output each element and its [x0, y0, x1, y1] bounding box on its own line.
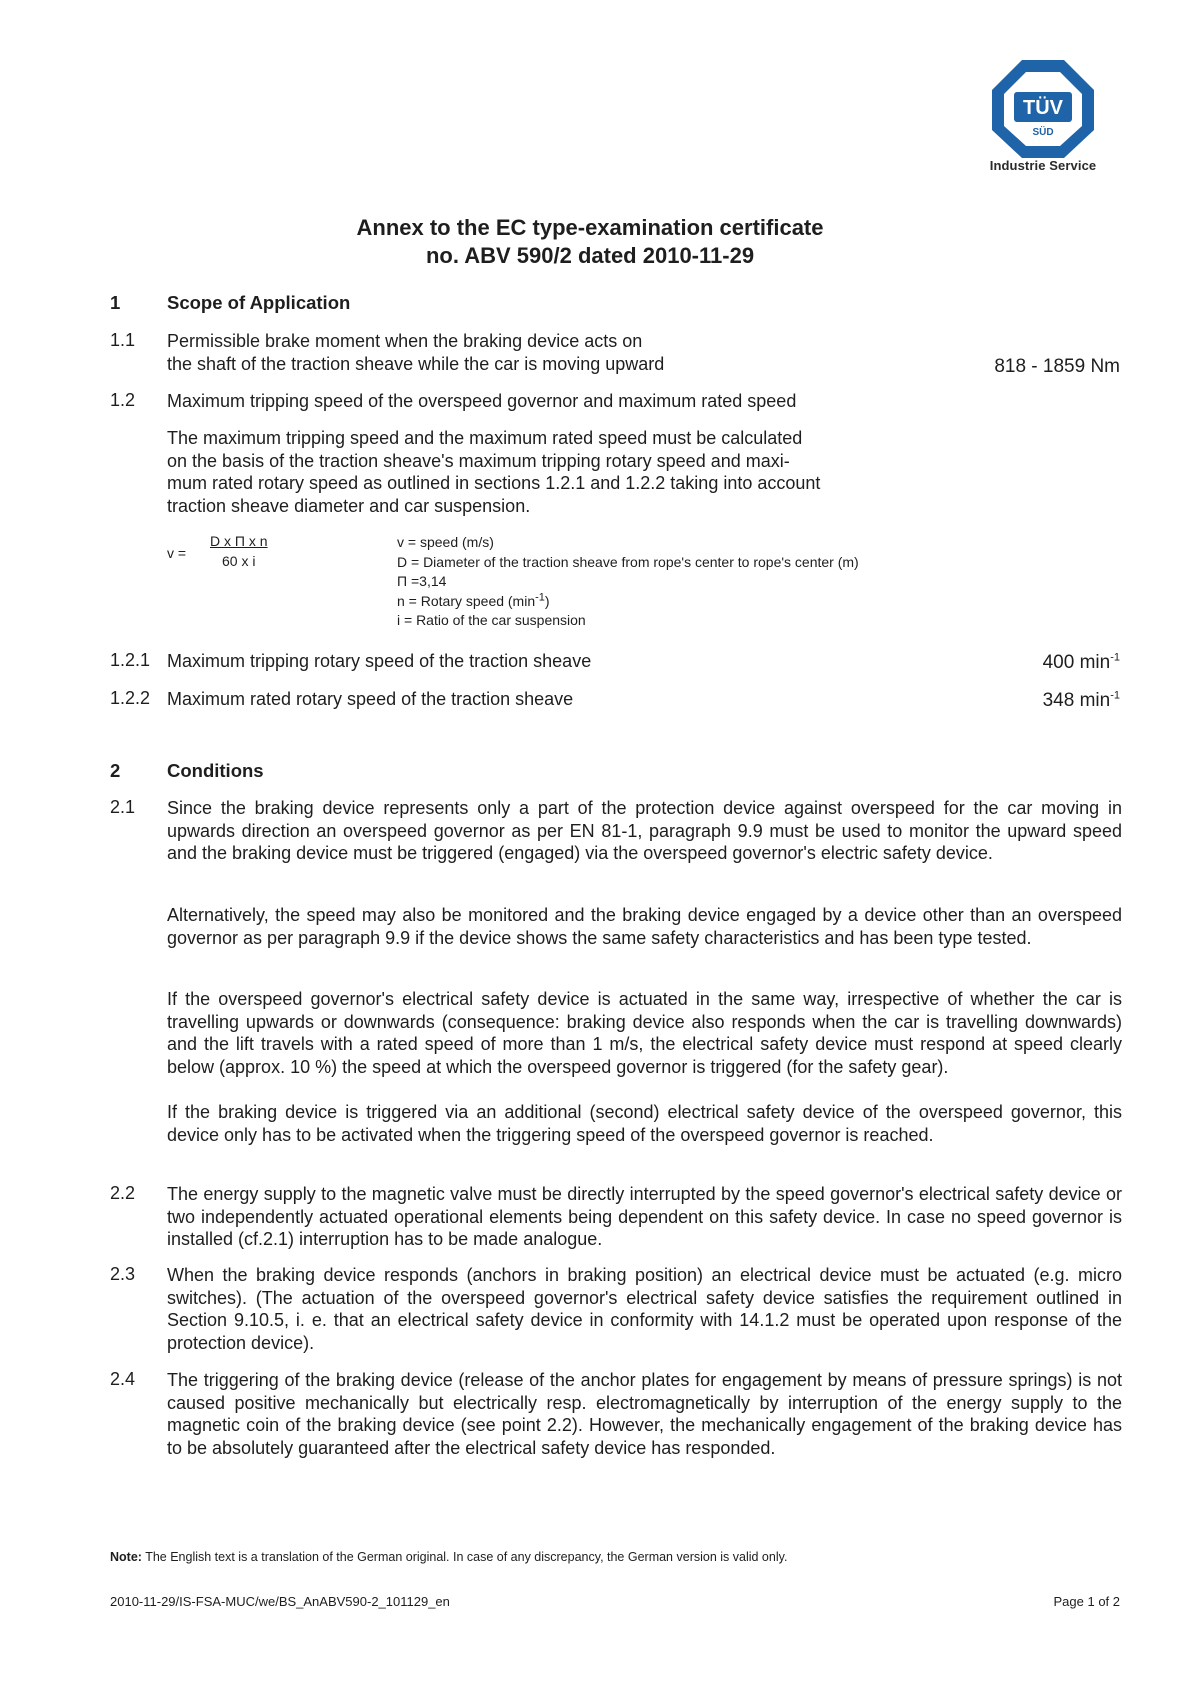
- item-1-2-heading: Maximum tripping speed of the overspeed governor and maximum rated speed: [167, 391, 797, 411]
- legend-line-i: i = Ratio of the car suspension: [397, 612, 586, 628]
- item-1-2-paragraph-line-2: on the basis of the traction sheave's maximum tripping rotary speed and maxi-: [167, 450, 790, 471]
- item-2-1-paragraph-1: Since the braking device represents only a part of the protection device against overspeed for the car moving in upwards direction an overspeed governor as per EN 81-1, paragraph 9.9 must be used to monitor the upward speed and the braking device must be triggered (engaged) via the overspeed governor's electric safety device.: [167, 798, 1122, 863]
- item-2-2-number: 2.2: [110, 1183, 136, 1203]
- legend-line-d: D = Diameter of the traction sheave from rope's center to rope's center (m): [397, 553, 859, 570]
- item-2-4-text: The triggering of the braking device (release of the anchor plates for engagement by means of pressure springs) is not caused positive mechanically but electrically resp. electromagnetically by interruption of the energy supply to the magnetic coin of the braking device (see point 2.2). However, the mechanically engagement of the braking device has to be absolutely guaranteed after the electrical safety device has responded.: [167, 1370, 1122, 1458]
- page-number: Page 1 of 2: [1053, 1594, 1120, 1609]
- item-1-2-2-value: [1043, 690, 1120, 712]
- item-1-2-paragraph-line-1: The maximum tripping speed and the maximum rated speed must be calculated: [167, 428, 803, 448]
- legend-line-pi: Π =3,14: [397, 573, 447, 589]
- item-2-1-paragraph-3: If the overspeed governor's electrical safety device is actuated in the same way, irrespective of whether the car is travelling upwards or downwards (consequence: braking device also responds when the car is travelling downwards) and the lift travels with a rated speed of more than 1 m/s, the electrical safety device must respond at speed clearly below (approx. 10 %) the speed at which the overspeed governor is triggered (for the safety gear).: [167, 989, 1122, 1077]
- legend-line-v: v = speed (m/s): [397, 534, 494, 550]
- item-2-1-paragraph-2: Alternatively, the speed may also be monitored and the braking device engaged by a device other than an overspeed governor as per paragraph 9.9 if the device shows the same safety characteristics and has been type tested.: [167, 905, 1122, 948]
- item-1-2-1-text: Maximum tripping rotary speed of the traction sheave: [167, 651, 592, 671]
- item-1-2-paragraph: [167, 427, 927, 517]
- item-1-2-2-value-text: 348 min: [1042, 690, 1111, 711]
- logo-text-bottom: SÜD: [1032, 127, 1054, 138]
- item-1-2-1-value-sup: -1: [1110, 651, 1120, 664]
- title-line-1: Annex to the EC type-examination certificate: [356, 215, 824, 240]
- formula-numerator: D x Π x n: [210, 533, 268, 549]
- section-2-heading: Conditions: [167, 760, 264, 781]
- item-1-2-2-text: Maximum rated rotary speed of the traction sheave: [167, 689, 574, 709]
- item-2-2-text: The energy supply to the magnetic valve must be directly interrupted by the speed governor's electrical safety device or two independently actuated operational elements being dependent on this safety device. In case no speed governor is installed (cf.2.1) interruption has to be made analogue.: [167, 1184, 1122, 1249]
- section-1-number: 1: [110, 292, 121, 313]
- section-2-number: 2: [110, 760, 121, 781]
- item-2-1-paragraph-4: If the braking device is triggered via an additional (second) electrical safety device of the overspeed governor, this device only has to be activated when the triggering speed of the overspeed governor is reached.: [167, 1102, 1122, 1145]
- item-2-3-text: When the braking device responds (anchors in braking position) an electrical device must be actuated (e.g. micro switches). (The actuation of the overspeed governor's electrical safety device satisfies the requirement outlined in Section 9.10.5, i. e. that an electrical safety device in conformity with 14.1.2 must be operated upon response of the protection device).: [167, 1265, 1122, 1353]
- item-2-4-number: 2.4: [110, 1369, 136, 1389]
- item-1-1-text: [167, 330, 867, 375]
- section-1-heading: Scope of Application: [167, 292, 351, 313]
- item-2-3-number: 2.3: [110, 1264, 136, 1284]
- logo-text-top: TÜV: [1023, 97, 1063, 119]
- item-2-1-number: 2.1: [110, 797, 136, 817]
- legend-line-n-close: ): [544, 592, 550, 609]
- item-1-2-1-value-text: 400 min: [1042, 652, 1111, 673]
- legend-line-n-text: n = Rotary speed (min: [397, 592, 536, 609]
- document-title: [300, 214, 880, 270]
- item-1-2-2-value-sup: -1: [1110, 689, 1120, 702]
- note-text: The English text is a translation of the German original. In case of any discrepancy, the German version is valid only.: [141, 1550, 788, 1564]
- item-1-2-2-number: 1.2.2: [110, 688, 151, 708]
- item-1-2-number: 1.2: [110, 390, 136, 410]
- logo-caption: Industrie Service: [989, 158, 1097, 173]
- legend-line-n: [397, 592, 859, 612]
- legend-line-n-sup: -1: [535, 590, 545, 603]
- item-1-1-line-1: Permissible brake moment when the braking device acts on: [167, 331, 643, 351]
- item-1-2-paragraph-line-4: traction sheave diameter and car suspension.: [167, 495, 531, 516]
- item-1-2-1-value: [1043, 652, 1120, 674]
- item-1-1-value: 818 - 1859 Nm: [994, 356, 1120, 377]
- tuv-sud-logo: [988, 58, 1097, 176]
- formula-legend: [397, 533, 859, 631]
- translation-note: [110, 1550, 787, 1564]
- item-1-2-paragraph-line-3: mum rated rotary speed as outlined in sections 1.2.1 and 1.2.2 taking into account: [167, 473, 821, 493]
- title-line-2: no. ABV 590/2 dated 2010-11-29: [425, 243, 755, 268]
- document-reference: 2010-11-29/IS-FSA-MUC/we/BS_AnABV590-2_101129_en: [110, 1594, 450, 1609]
- formula-denominator: 60 x i: [222, 553, 256, 569]
- item-1-2-1-number: 1.2.1: [110, 650, 151, 670]
- item-1-1-number: 1.1: [110, 330, 136, 350]
- note-label: Note:: [110, 1550, 142, 1564]
- tuv-octagon-icon: [988, 58, 1098, 158]
- formula-lhs: v =: [167, 545, 187, 561]
- item-1-1-line-2: the shaft of the traction sheave while the car is moving upward: [167, 353, 665, 374]
